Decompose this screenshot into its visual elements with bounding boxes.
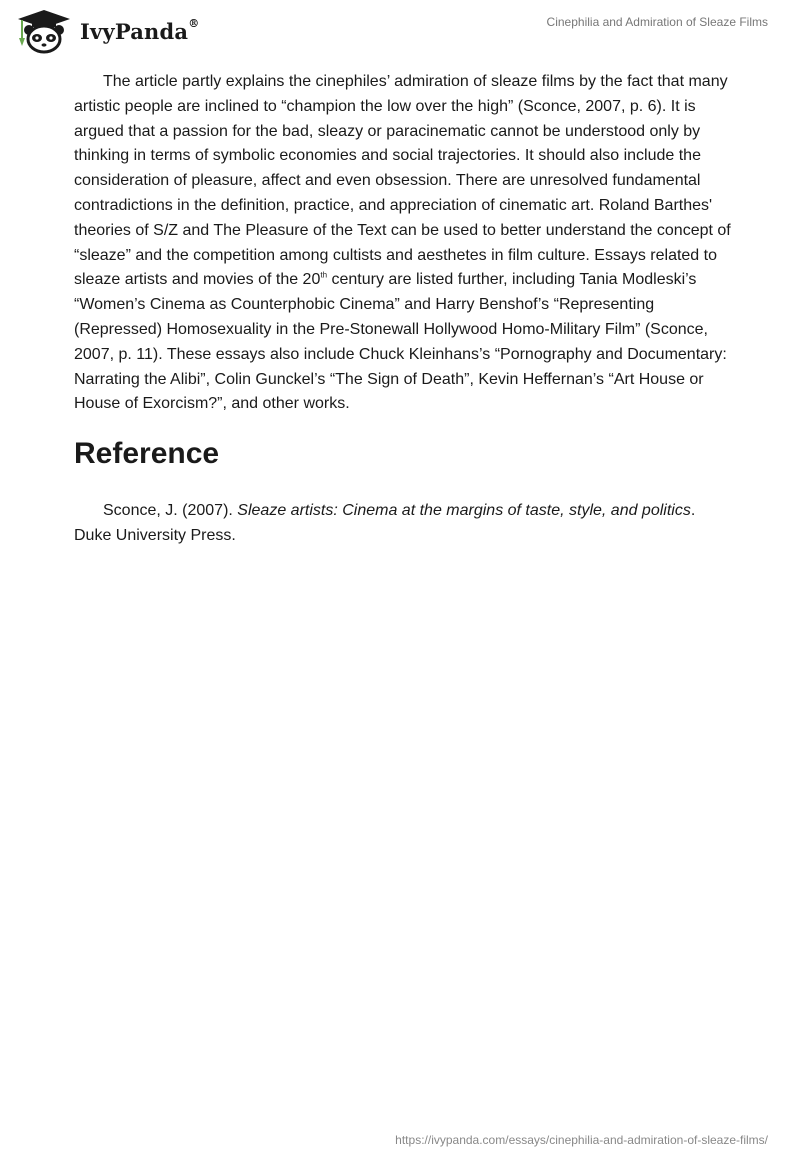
logo[interactable] [14, 8, 199, 54]
reference-entry [74, 499, 734, 549]
reference-heading: Reference [74, 437, 220, 471]
document-title: Cinephilia and Admiration of Sleaze Films [546, 15, 768, 29]
document-body [74, 70, 734, 549]
ordinal-suffix: th [320, 271, 328, 281]
panda-graduate-icon [14, 8, 74, 54]
registered-mark: ® [188, 16, 200, 30]
page-header [0, 0, 800, 60]
reference-author-year: Sconce, J. (2007). [103, 502, 238, 520]
footer-url-link[interactable]: https://ivypanda.com/essays/cinephilia-and-admiration-of-sleaze-films/ [395, 1133, 768, 1147]
paragraph-text-part1: The article partly explains the cinephiles’ admiration of sleaze films by the fact that many artistic people are inclined to “champion the low over the high” (Sconce, 2007, p. 6). It is argued that a passion for the bad, sleazy or paracinematic cannot be understood only by thinking in terms of symbolic economies and social trajectories. It should also include the consideration of pleasure, affect and even obsession. There are unresolved fundamental contradictions in the definition, practice, and appreciation of cinematic art. Roland Barthes' theories of S/Z and The Pleasure of the Text can be used to better understand the concept of “sleaze” and the competition among cultists and aesthetes in film culture. Essays related to sleaze artists and movies of the 20 [74, 73, 731, 289]
reference-publisher: . Duke University Press. [74, 502, 696, 544]
body-paragraph [74, 70, 734, 417]
logo-text: IvyPanda® [80, 16, 200, 44]
paragraph-text-part2: century are listed further, including Tania Modleski’s “Women’s Cinema as Counterphobic Cinema” and Harry Benshof’s “Representing (Repressed) Homosexuality in the Pre-Stonewall Hollywood Homo-Military Film” (Sconce, 2007, p. 11). These essays also include Chuck Kleinhans’s “Pornography and Documentary: Narrating the Alibi”, Colin Gunckel’s “The Sign of Death”, Kevin Heffernan’s “Art House or House of Exorcism?”, and other works. [74, 271, 727, 413]
reference-title: Sleaze artists: Cinema at the margins of taste, style, and politics [237, 502, 691, 520]
